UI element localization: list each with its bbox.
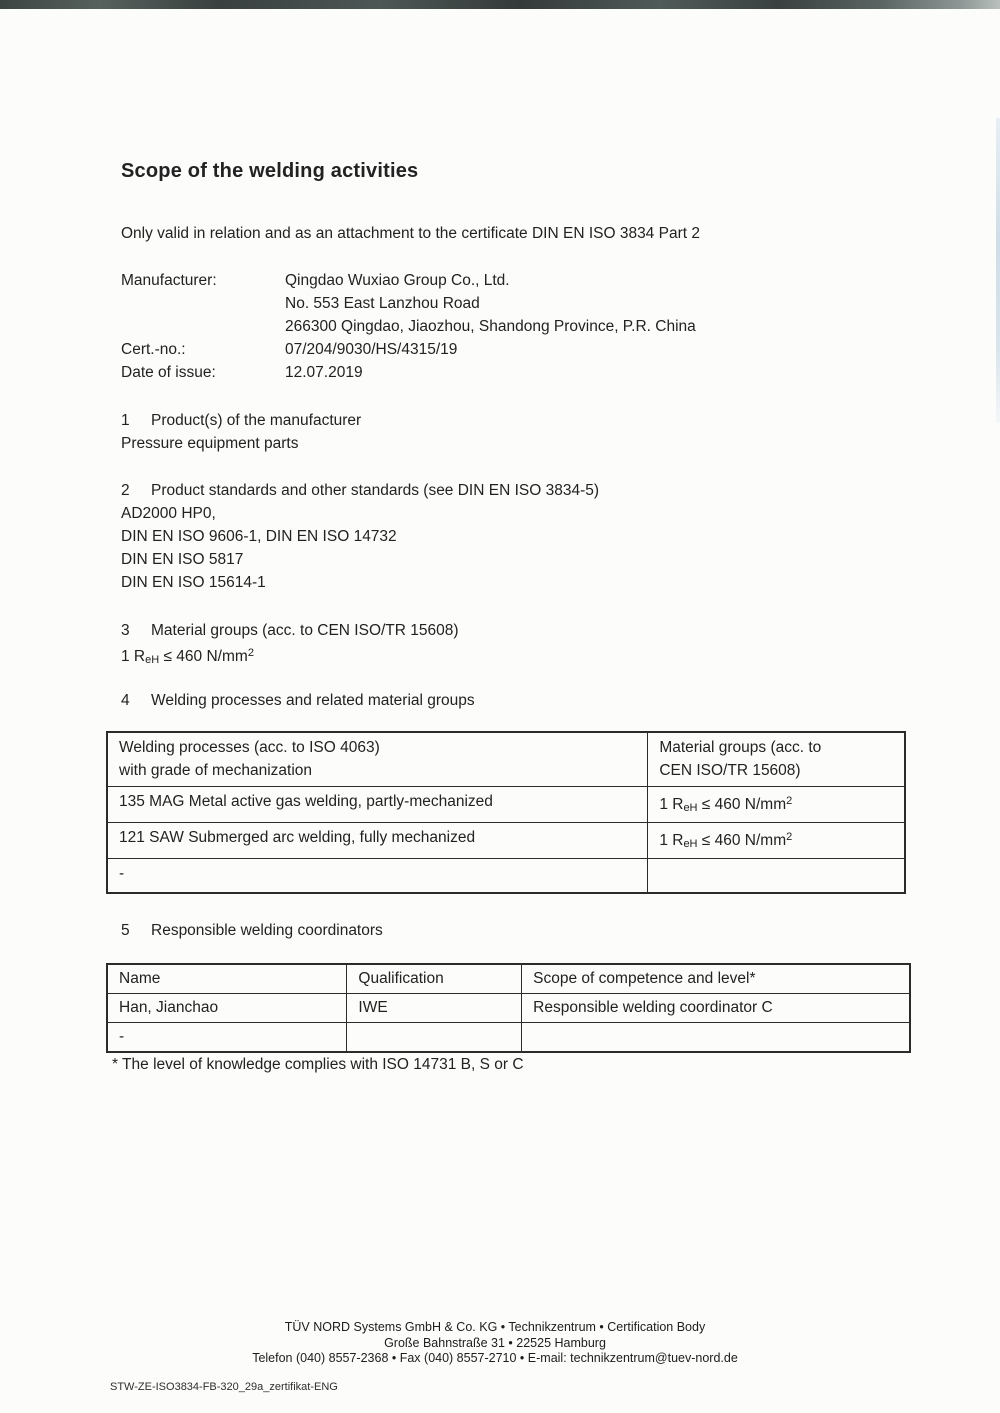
section-material-groups: [121, 619, 459, 672]
section-welding-processes-heading: [121, 689, 475, 712]
subscript-eH: eH: [683, 838, 698, 850]
section-heading-text: Material groups (acc. to CEN ISO/TR 15608): [151, 622, 459, 639]
coordinator-table: [106, 963, 911, 1053]
scan-streak-artifact: [996, 118, 1000, 423]
table-header-row: [107, 964, 910, 994]
header-scope: Scope of competence and level*: [522, 964, 910, 994]
welding-process-table: [106, 731, 906, 894]
process-cell: -: [107, 859, 648, 894]
cert-no-value: 07/204/9030/HS/4315/19: [285, 341, 458, 358]
section-number: 3: [121, 622, 130, 639]
process-cell: 121 SAW Submerged arc welding, fully mechanized: [107, 823, 648, 859]
subscript-eH: eH: [145, 654, 160, 666]
header-material-groups: Material groups (acc. to CEN ISO/TR 15608): [648, 732, 905, 787]
document-code: STW-ZE-ISO3834-FB-320_29a_zertifikat-ENG: [110, 1381, 338, 1393]
header-qualification: Qualification: [347, 964, 522, 994]
scan-edge-artifact: [0, 0, 1000, 9]
section-heading-text: Responsible welding coordinators: [151, 922, 383, 939]
section-coordinators: [121, 919, 383, 942]
validity-note: Only valid in relation and as an attachment to the certificate DIN EN ISO 3834 Part 2: [121, 225, 700, 242]
manufacturer-label: Manufacturer:: [121, 272, 217, 289]
section-number: 4: [121, 692, 130, 709]
section-material-groups-heading: [121, 619, 459, 642]
manufacturer-name: Qingdao Wuxiao Group Co., Ltd.: [285, 272, 510, 289]
section-products-heading: [121, 409, 361, 432]
scope-cell: Responsible welding coordinator C: [522, 994, 910, 1023]
section-heading-text: Product standards and other standards (see DIN EN ISO 3834-5): [151, 482, 600, 499]
section-products-body: Pressure equipment parts: [121, 435, 299, 452]
manufacturer-city: 266300 Qingdao, Jiaozhou, Shandong Province, P.R. China: [285, 318, 696, 335]
section-coordinators-heading: [121, 919, 383, 942]
qualification-cell: [347, 1023, 522, 1053]
standard-line: DIN EN ISO 15614-1: [121, 574, 266, 591]
table-row: [107, 1023, 910, 1053]
knowledge-level-footnote: * The level of knowledge complies with ISO 14731 B, S or C: [112, 1056, 524, 1073]
superscript-2: 2: [247, 647, 254, 659]
material-cell: 1 $R_{eH} \le 460$ $N/mm^2$: [648, 823, 905, 859]
certificate-meta-block: [121, 269, 696, 384]
table-row: [107, 823, 905, 859]
cert-no-label: Cert.-no.:: [121, 341, 186, 358]
section-welding-processes: [121, 689, 475, 712]
section-standards-heading: [121, 479, 599, 502]
standard-line: DIN EN ISO 5817: [121, 551, 244, 568]
footer-company-line: TÜV NORD Systems GmbH & Co. KG • Technikzentrum • Certification Body: [284, 1320, 706, 1334]
table-header-row: [107, 732, 905, 787]
section-standards: [121, 479, 599, 594]
table-row: [107, 994, 910, 1023]
superscript-2: 2: [786, 831, 793, 843]
standard-line: DIN EN ISO 9606-1, DIN EN ISO 14732: [121, 528, 397, 545]
section-products: [121, 409, 361, 455]
certification-body-footer: [0, 1320, 990, 1367]
coordinator-name-cell: -: [107, 1023, 347, 1053]
material-group-value: 1 $R_{eH} \le 460$ $N/mm^2$: [121, 647, 254, 666]
header-name: Name: [107, 964, 347, 994]
section-number: 2: [121, 482, 130, 499]
date-of-issue-value: 12.07.2019: [285, 364, 363, 381]
qualification-cell: IWE: [347, 994, 522, 1023]
meta-spacer: [121, 315, 285, 338]
page-title: Scope of the welding activities: [121, 160, 419, 183]
section-heading-text: Welding processes and related material groups: [151, 692, 475, 709]
footer-address-line: Große Bahnstraße 31 • 22525 Hamburg: [384, 1335, 606, 1350]
table-row: [107, 787, 905, 823]
coordinator-name-cell: Han, Jianchao: [107, 994, 347, 1023]
table-row: [107, 859, 905, 894]
section-number: 1: [121, 412, 130, 429]
scope-cell: [522, 1023, 910, 1053]
date-of-issue-label: Date of issue:: [121, 364, 216, 381]
material-cell: [648, 859, 905, 894]
section-number: 5: [121, 922, 130, 939]
superscript-2: 2: [786, 795, 793, 807]
process-cell: 135 MAG Metal active gas welding, partly-mechanized: [107, 787, 648, 823]
header-welding-processes: Welding processes (acc. to ISO 4063) with grade of mechanization: [107, 732, 648, 787]
section-heading-text: Product(s) of the manufacturer: [151, 412, 362, 429]
manufacturer-street: No. 553 East Lanzhou Road: [285, 295, 480, 312]
footer-contact-line: Telefon (040) 8557-2368 • Fax (040) 8557-2710 • E-mail: technikzentrum@tuev-nord.de: [252, 1351, 738, 1365]
material-cell: 1 $R_{eH} \le 460$ $N/mm^2$: [648, 787, 905, 823]
subscript-eH: eH: [683, 802, 698, 814]
standard-line: AD2000 HP0,: [121, 505, 216, 522]
meta-spacer: [121, 292, 285, 315]
